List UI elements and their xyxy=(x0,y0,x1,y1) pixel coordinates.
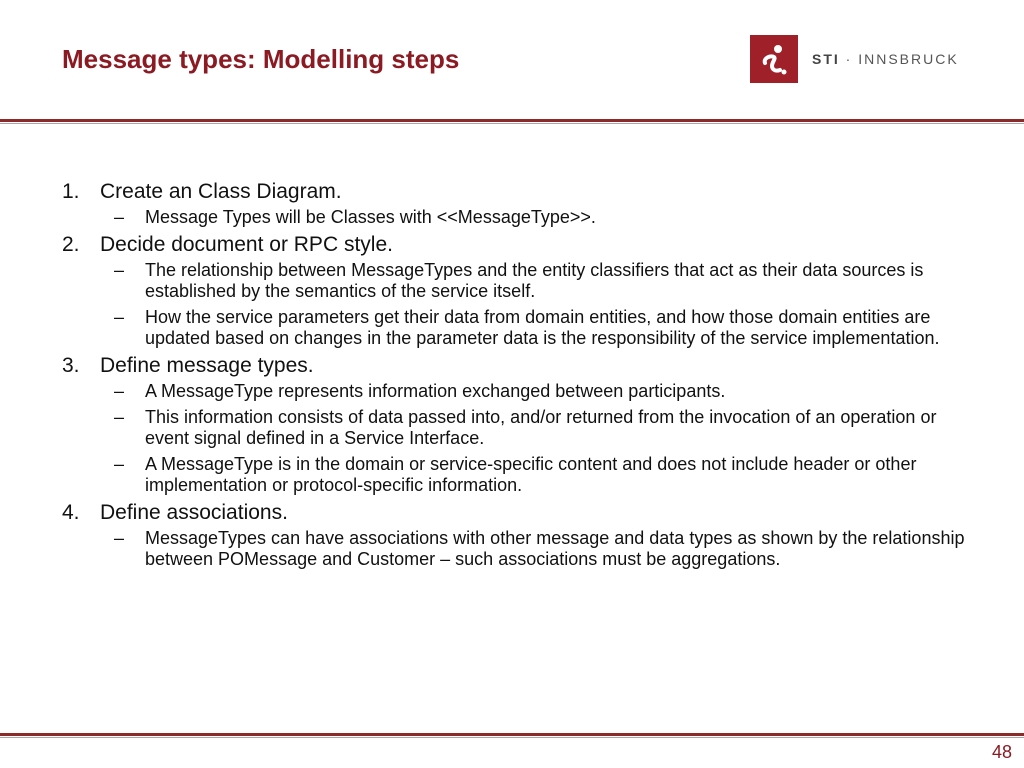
sub-bullet-item xyxy=(62,207,972,228)
sub-bullet-list xyxy=(62,207,972,228)
step-text: Create an Class Diagram. xyxy=(100,180,342,203)
logo-wordmark xyxy=(812,51,959,67)
header-divider-thin xyxy=(0,123,1024,124)
step-number: 2. xyxy=(62,233,80,256)
step-item xyxy=(62,501,972,525)
sti-logo-icon xyxy=(750,35,798,83)
sub-bullet-item xyxy=(62,407,972,449)
step-number: 1. xyxy=(62,180,80,203)
slide-title: Message types: Modelling steps xyxy=(62,44,460,74)
sti-innsbruck-logo xyxy=(750,35,959,83)
step-item xyxy=(62,233,972,257)
footer-divider-thin xyxy=(0,737,1024,738)
sub-bullet-list xyxy=(62,381,972,496)
sub-bullet-item xyxy=(62,528,972,570)
sub-bullet-item xyxy=(62,454,972,496)
header-divider xyxy=(0,119,1024,122)
dash-bullet: – xyxy=(114,381,125,401)
logo-brand: STI xyxy=(812,51,840,67)
step-text: Define message types. xyxy=(100,354,314,377)
sub-bullet-text: A MessageType is in the domain or service-specific content and does not include header or other implementation or protocol-specific information. xyxy=(145,454,917,495)
sub-bullet-text: The relationship between MessageTypes and the entity classifiers that act as their data sources is established by the semantics of the service itself. xyxy=(145,260,924,301)
sub-bullet-list xyxy=(62,260,972,349)
sub-bullet-text: A MessageType represents information exchanged between participants. xyxy=(145,381,726,401)
slide-body xyxy=(62,180,972,575)
step-item xyxy=(62,354,972,378)
sub-bullet-item xyxy=(62,307,972,349)
dash-bullet: – xyxy=(114,528,125,548)
sub-bullet-item xyxy=(62,260,972,302)
step-number: 4. xyxy=(62,501,80,524)
dash-bullet: – xyxy=(114,307,125,327)
sub-bullet-text: MessageTypes can have associations with other message and data types as shown by the relationship between POMessage and Customer – such associations must be aggregations. xyxy=(145,528,965,569)
logo-separator: · xyxy=(839,51,859,67)
sub-bullet-text: How the service parameters get their data from domain entities, and how those domain entities are updated based on changes in the parameter data is the responsibility of the service implementation. xyxy=(145,307,940,348)
sub-bullet-list xyxy=(62,528,972,570)
step-text: Decide document or RPC style. xyxy=(100,233,393,256)
logo-location: INNSBRUCK xyxy=(858,51,959,67)
sub-bullet-text: This information consists of data passed into, and/or returned from the invocation of an operation or event signal defined in a Service Interface. xyxy=(145,407,937,448)
step-number: 3. xyxy=(62,354,80,377)
dash-bullet: – xyxy=(114,207,125,227)
step-text: Define associations. xyxy=(100,501,288,524)
page-number: 48 xyxy=(991,742,1012,762)
dash-bullet: – xyxy=(114,407,125,427)
sub-bullet-item xyxy=(62,381,972,402)
dash-bullet: – xyxy=(114,260,125,280)
step-item xyxy=(62,180,972,204)
footer-divider xyxy=(0,733,1024,736)
dash-bullet: – xyxy=(114,454,125,474)
sub-bullet-text: Message Types will be Classes with <<MessageType>>. xyxy=(145,207,596,227)
